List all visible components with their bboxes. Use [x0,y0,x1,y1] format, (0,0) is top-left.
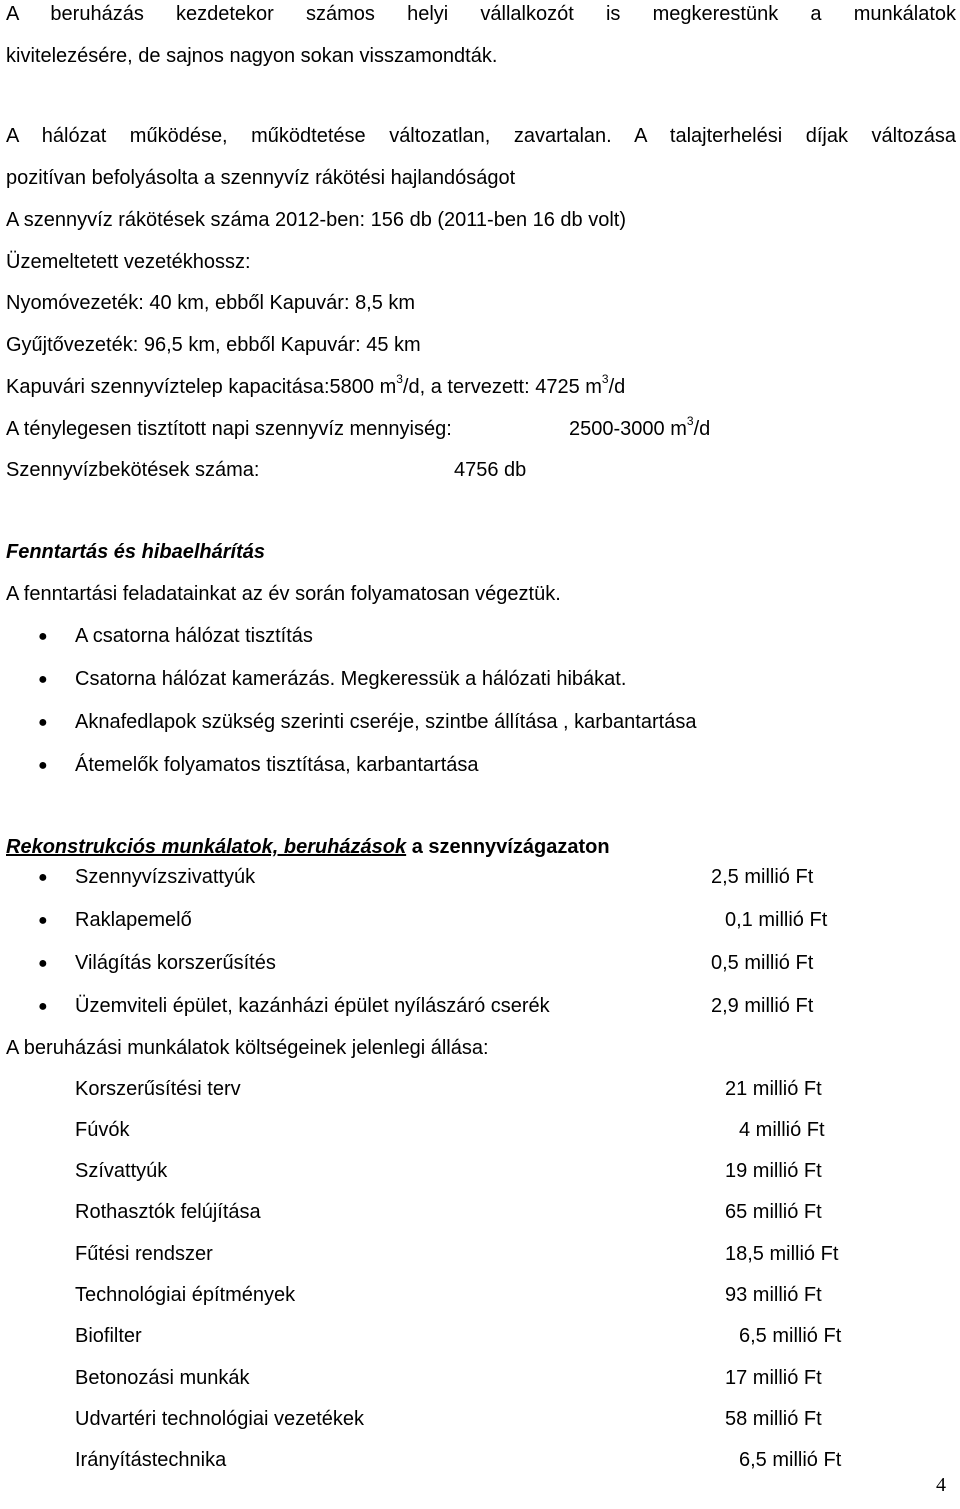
cost-item-label: Irányítástechnika [75,1449,227,1471]
actual-volume-value: 2500-3000 $m^3/d$ [569,414,711,440]
cost-item-value: 4 millió Ft [739,1119,825,1141]
intro-paragraph-1-line-2: kivitelezésére, de sajnos nagyon sokan visszamondták. [6,45,498,67]
bullet-icon: ● [38,757,48,774]
reconstruction-item-label: Világítás korszerűsítés [75,952,276,974]
cost-item-label: Fúvók [75,1119,130,1141]
cost-item-value: 18,5 millió Ft [725,1243,839,1265]
cost-item-label: Fűtési rendszer [75,1243,213,1265]
connections-value: 4756 db [454,459,527,481]
bullet-icon: ● [38,912,48,929]
cost-item-value: 65 millió Ft [725,1201,822,1223]
list-item: A csatorna hálózat tisztítás [75,625,313,647]
reconstruction-heading: Rekonstrukciós munkálatok, beruházások a szennyvízágazaton [6,836,610,858]
cost-item-label: Udvartéri technológiai vezetékek [75,1408,365,1430]
maintenance-heading: Fenntartás és hibaelhárítás [6,541,265,563]
list-item: Aknafedlapok szükség szerinti cseréje, szintbe állítása , karbantartása [75,711,697,733]
cost-item-label: Biofilter [75,1325,142,1347]
maintenance-intro: A fenntartási feladatainkat az év során folyamatosan végeztük. [6,583,561,605]
bullet-icon: ● [38,671,48,688]
reconstruction-item-label: Üzemviteli épület, kazánházi épület nyílászáró cserék [75,995,550,1017]
list-item: Átemelők folyamatos tisztítása, karbantartása [75,754,479,776]
cost-item-value: 6,5 millió Ft [739,1325,842,1347]
bullet-icon: ● [38,628,48,645]
cost-item-label: Korszerűsítési terv [75,1078,241,1100]
pipe-length-heading: Üzemeltetett vezetékhossz: [6,251,251,273]
intro-paragraph-1-line-1: A beruházás kezdetekor számos helyi vállalkozót is megkerestünk a munkálatok [6,3,956,25]
reconstruction-item-label: Raklapemelő [75,909,192,931]
reconstruction-item-value: 2,9 millió Ft [711,995,814,1017]
cost-item-label: Szívattyúk [75,1160,168,1182]
cost-item-value: 19 millió Ft [725,1160,822,1182]
cost-item-label: Betonozási munkák [75,1367,250,1389]
actual-volume-label: A ténylegesen tisztított napi szennyvíz mennyiség: [6,418,452,440]
reconstruction-item-label: Szennyvízszivattyúk [75,866,256,888]
bullet-icon: ● [38,714,48,731]
connections-count-line: A szennyvíz rákötések száma 2012-ben: 156 db (2011-ben 16 db volt) [6,209,627,231]
bullet-icon: ● [38,998,48,1015]
collector-pipe-line: Gyűjtővezeték: 96,5 km, ebből Kapuvár: 45 km [6,334,421,356]
intro-paragraph-2-line-1: A hálózat működése, működtetése változatlan, zavartalan. A talajterhelési díjak változása [6,125,956,147]
connections-label: Szennyvízbekötések száma: [6,459,260,481]
cost-item-value: 17 millió Ft [725,1367,822,1389]
cost-item-value: 58 millió Ft [725,1408,822,1430]
reconstruction-item-value: 2,5 millió Ft [711,866,814,888]
costs-intro: A beruházási munkálatok költségeinek jelenlegi állása: [6,1037,489,1059]
cost-item-value: 93 millió Ft [725,1284,822,1306]
cost-item-label: Technológiai építmények [75,1284,296,1306]
cost-item-label: Rothasztók felújítása [75,1201,261,1223]
bullet-icon: ● [38,869,48,886]
list-item: Csatorna hálózat kamerázás. Megkeressük a hálózati hibákat. [75,668,627,690]
reconstruction-item-value: 0,1 millió Ft [725,909,828,931]
reconstruction-item-value: 0,5 millió Ft [711,952,814,974]
intro-paragraph-2-line-2: pozitívan befolyásolta a szennyvíz rákötési hajlandóságot [6,167,516,189]
bullet-icon: ● [38,955,48,972]
pressure-pipe-line: Nyomóvezeték: 40 km, ebből Kapuvár: 8,5 km [6,292,416,314]
cost-item-value: 6,5 millió Ft [739,1449,842,1471]
cost-item-value: 21 millió Ft [725,1078,822,1100]
capacity-line: Kapuvári szennyvíztelep kapacitása:5800 $m^3/d$, a tervezett: 4725 $m^3/d$ [6,372,626,398]
page-number: 4 [936,1474,946,1496]
